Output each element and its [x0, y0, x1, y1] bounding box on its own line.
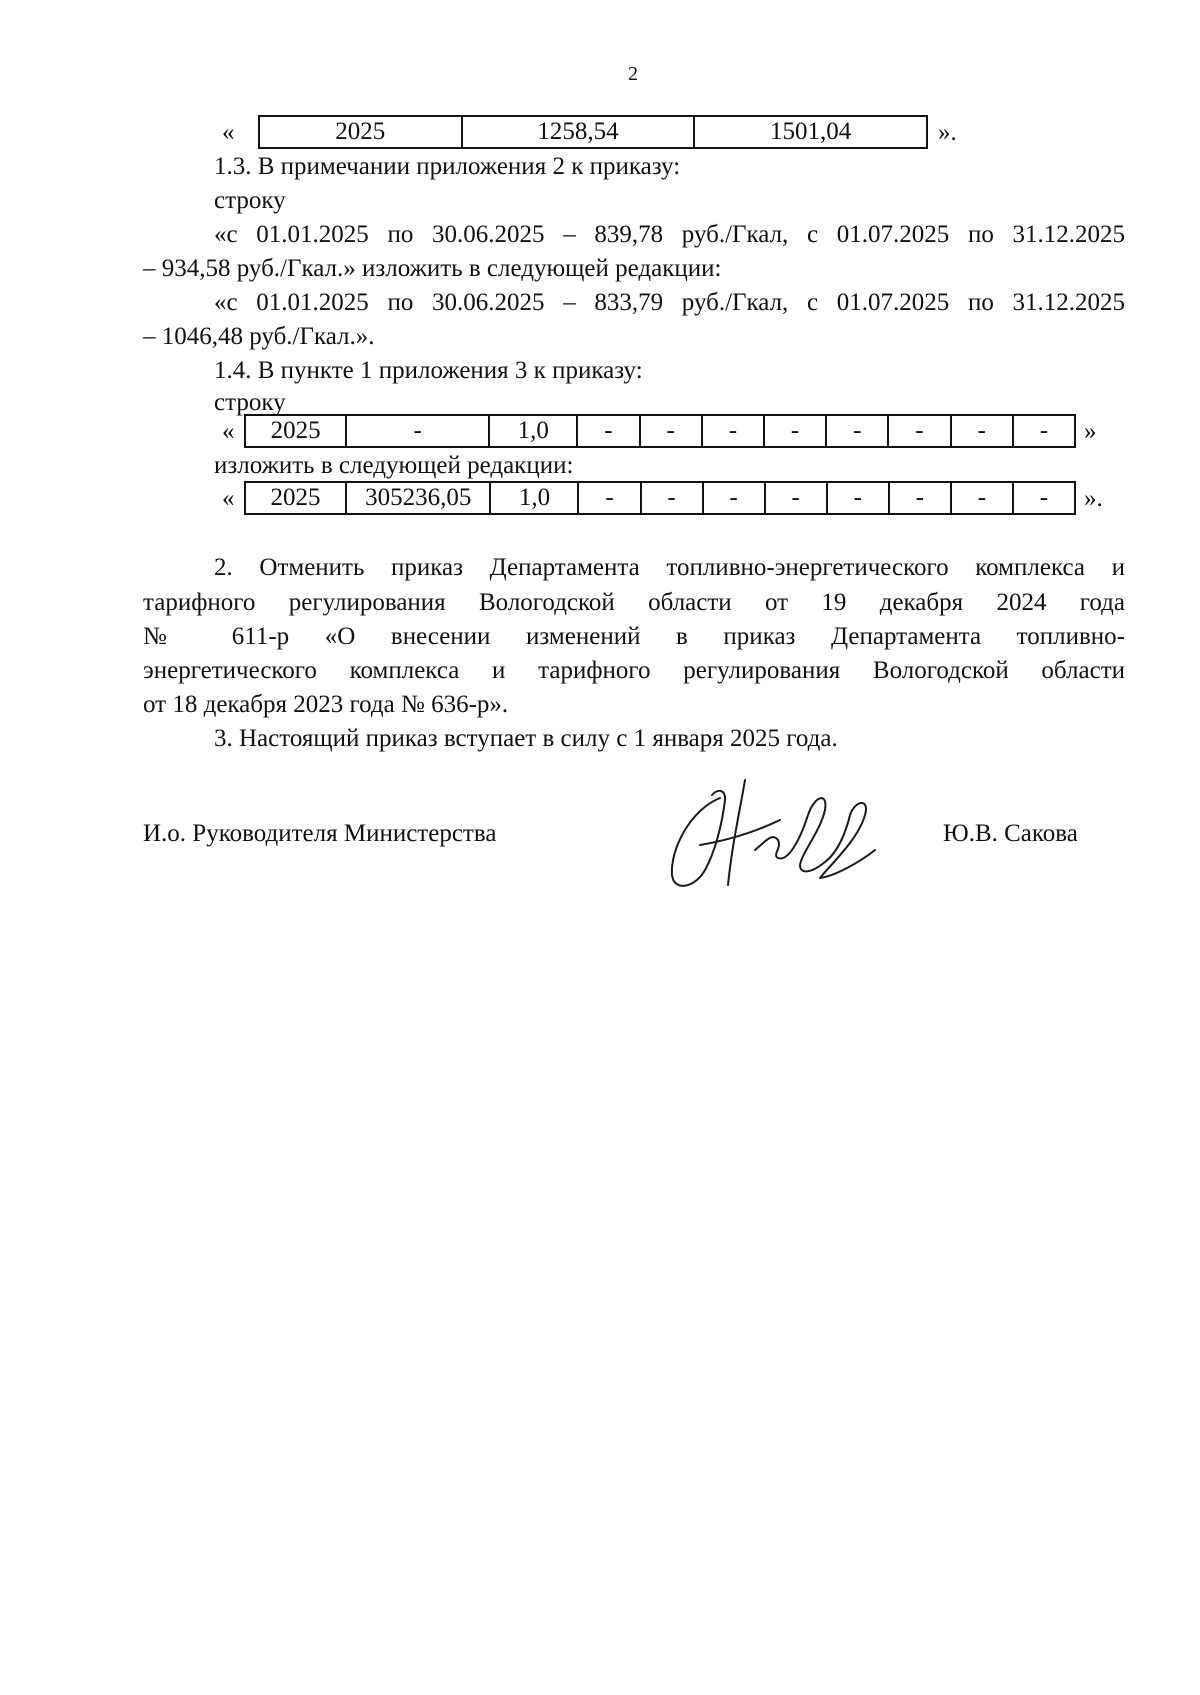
signatory-name: Ю.В. Сакова — [943, 820, 1078, 847]
table-cell: - — [951, 482, 1013, 514]
table-cell: - — [889, 482, 951, 514]
table-cell: - — [346, 415, 489, 447]
open-quote: « — [222, 418, 235, 445]
table-cell: 1,0 — [490, 482, 578, 514]
close-quote: » — [1084, 418, 1097, 445]
table-cell: - — [703, 482, 765, 514]
section-1-4-string-label: строку — [214, 389, 286, 416]
table-row — [245, 482, 1075, 514]
table-cell: 2025 — [259, 116, 462, 148]
table-cell: 2025 — [245, 482, 346, 514]
section-2-line-2: тарифного регулирования Вологодской области от 19 декабря 2024 года — [143, 589, 1125, 616]
table-cell: - — [641, 482, 703, 514]
table-new-row — [244, 481, 1076, 515]
new-text-line-2: – 1046,48 руб./Гкал.». — [143, 323, 375, 350]
table-cell: - — [1013, 482, 1075, 514]
signatory-position: И.о. Руководителя Министерства — [143, 820, 497, 847]
replace-phrase: изложить в следующей редакции: — [214, 452, 574, 479]
table-row — [245, 415, 1075, 447]
page-number: 2 — [628, 63, 638, 85]
table-cell: - — [764, 415, 826, 447]
section-2-line-4: энергетического комплекса и тарифного регулирования Вологодской области — [143, 657, 1125, 684]
table-cell: - — [826, 415, 888, 447]
section-1-3-heading: 1.3. В примечании приложения 2 к приказу: — [214, 153, 681, 180]
handwritten-signature — [660, 770, 900, 900]
new-text-line-1: «с 01.01.2025 по 30.06.2025 – 833,79 руб./Гкал, с 01.07.2025 по 31.12.2025 — [214, 289, 1125, 316]
table-cell: - — [888, 415, 950, 447]
section-1-3-string-label: строку — [214, 187, 286, 214]
close-quote: ». — [938, 119, 957, 146]
table-cell: - — [578, 482, 640, 514]
table-row — [259, 116, 927, 148]
table-cell: - — [765, 482, 827, 514]
table-1 — [258, 115, 928, 149]
open-quote: « — [222, 119, 235, 146]
table-cell: - — [640, 415, 702, 447]
table-cell: 1258,54 — [462, 116, 695, 148]
table-old-row — [244, 414, 1076, 448]
section-2-line-5: от 18 декабря 2023 года № 636-р». — [143, 691, 509, 718]
section-3: 3. Настоящий приказ вступает в силу с 1 января 2025 года. — [214, 725, 838, 752]
section-2-line-3: № 611-р «О внесении изменений в приказ Департамента топливно- — [143, 623, 1125, 650]
table-cell: - — [827, 482, 889, 514]
table-cell: 1,0 — [489, 415, 577, 447]
old-text-line-2: – 934,58 руб./Гкал.» изложить в следующей редакции: — [143, 255, 722, 282]
table-cell: - — [951, 415, 1013, 447]
table-cell: - — [1013, 415, 1075, 447]
table-cell: - — [702, 415, 764, 447]
close-quote: ». — [1084, 485, 1103, 512]
table-cell: 1501,04 — [694, 116, 927, 148]
table-cell: 2025 — [245, 415, 346, 447]
table-cell: - — [577, 415, 639, 447]
open-quote: « — [222, 485, 235, 512]
section-1-4-heading: 1.4. В пункте 1 приложения 3 к приказу: — [214, 357, 643, 384]
table-cell: 305236,05 — [346, 482, 490, 514]
old-text-line-1: «с 01.01.2025 по 30.06.2025 – 839,78 руб./Гкал, с 01.07.2025 по 31.12.2025 — [214, 221, 1125, 248]
section-2-line-1: 2. Отменить приказ Департамента топливно-энергетического комплекса и — [214, 554, 1125, 581]
